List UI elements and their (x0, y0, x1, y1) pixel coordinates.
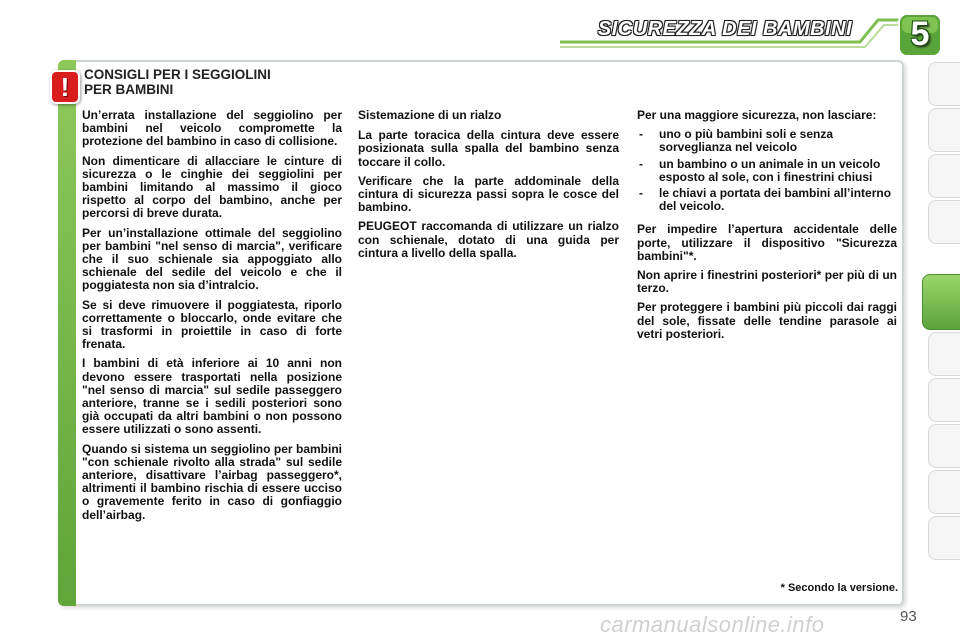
section-heading-line-2: PER BAMBINI (84, 82, 174, 97)
list-item: - uno o più bambini soli e senza sorveglianza nel veicolo (637, 128, 897, 154)
chapter-title: SICUREZZA DEI BAMBINI (597, 18, 853, 40)
paragraph: Per una maggiore sicurezza, non lasciare: (637, 108, 877, 122)
chapter-tab[interactable] (928, 516, 960, 560)
text-column-2 (358, 109, 619, 266)
paragraph: Quando si sistema un seggiolino per bambini "con schienale rivolto alla strada" sul sedile anteriore, disattivare l’airbag passeggero*, altrimenti il bambino rischia di essere ucciso o gravemente ferito in caso di gonfiaggio dell’airbag. (82, 441, 342, 522)
chapter-tab[interactable] (928, 62, 960, 106)
chapter-tab[interactable] (928, 332, 960, 376)
footnote: * Secondo la versione. (780, 582, 898, 594)
paragraph: Per impedire l’apertura accidentale delle porte, utilizzare il dispositivo "Sicurezza bambini"*. (637, 222, 897, 263)
chapter-tab[interactable] (928, 108, 960, 152)
paragraph: PEUGEOT raccomanda di utilizzare un rialzo con schienale, dotato di una guida per cintura a livello della spalla. (358, 219, 619, 260)
section-heading-line-1: CONSIGLI PER I SEGGIOLINI (84, 67, 271, 82)
chapter-tab[interactable] (928, 470, 960, 514)
list-item: - le chiavi a portata dei bambini all’interno del veicolo. (637, 187, 897, 213)
chapter-tab[interactable] (928, 154, 960, 198)
paragraph: Verificare che la parte addominale della cintura di sicurezza passi sopra le cosce del bambino. (358, 173, 619, 215)
chapter-tab-active[interactable] (922, 274, 960, 330)
paragraph: Non aprire i finestrini posteriori* per più di un terzo. (637, 268, 897, 296)
paragraph: Se si deve rimuovere il poggiatesta, riporlo correttamente o bloccarlo, onde evitare che si trasformi in proiettile in caso di forte frenata. (82, 297, 342, 352)
chapter-number: 5 (910, 15, 930, 53)
list-item: - un bambino o un animale in un veicolo esposto al sole, con i finestrini chiusi (637, 158, 897, 184)
chapter-tab[interactable] (928, 378, 960, 422)
page-number: 93 (900, 608, 917, 625)
paragraph: I bambini di età inferiore ai 10 anni non devono essere trasportati nella posizione "nel senso di marcia" sul sedile passeggero anteriore, tranne se i sedili posteriori sono già occupati da altri bambini o non possono essere utilizzati o sono assenti. (82, 356, 342, 437)
chapter-tabs (928, 62, 960, 577)
paragraph: Non dimenticare di allacciare le cinture di sicurezza o le cinghie dei seggiolini per bambini limitando al massimo il gioco rispetto al corpo del bambino, anche per percorsi di breve durata. (82, 153, 342, 221)
paragraph: Per un’installazione ottimale del seggiolino per bambini "nel senso di marcia", verificare che il suo schienale sia appoggiato allo schienale del sedile del veicolo e che il poggiatesta non sia d’intralcio. (82, 225, 342, 293)
text-column-3 (637, 109, 897, 347)
chapter-tab[interactable] (928, 200, 960, 244)
warning-icon: ! (50, 70, 80, 104)
chapter-tab[interactable] (928, 424, 960, 468)
text-column-1 (82, 109, 342, 528)
paragraph: La parte toracica della cintura deve essere posizionata sulla spalla del bambino senza toccare il collo. (358, 128, 619, 169)
bullet-list (637, 128, 897, 213)
section-heading (84, 67, 354, 97)
paragraph: Per proteggere i bambini più piccoli dai raggi del sole, fissate delle tendine parasole ai vetri posteriori. (637, 300, 897, 341)
watermark: carmanualsonline.info (600, 612, 825, 637)
subheading: Sistemazione di un rialzo (358, 108, 502, 122)
paragraph: Un’errata installazione del seggiolino per bambini nel veicolo compromette la protezione del bambino in caso di collisione. (82, 108, 342, 149)
panel-accent-strip (58, 60, 76, 606)
